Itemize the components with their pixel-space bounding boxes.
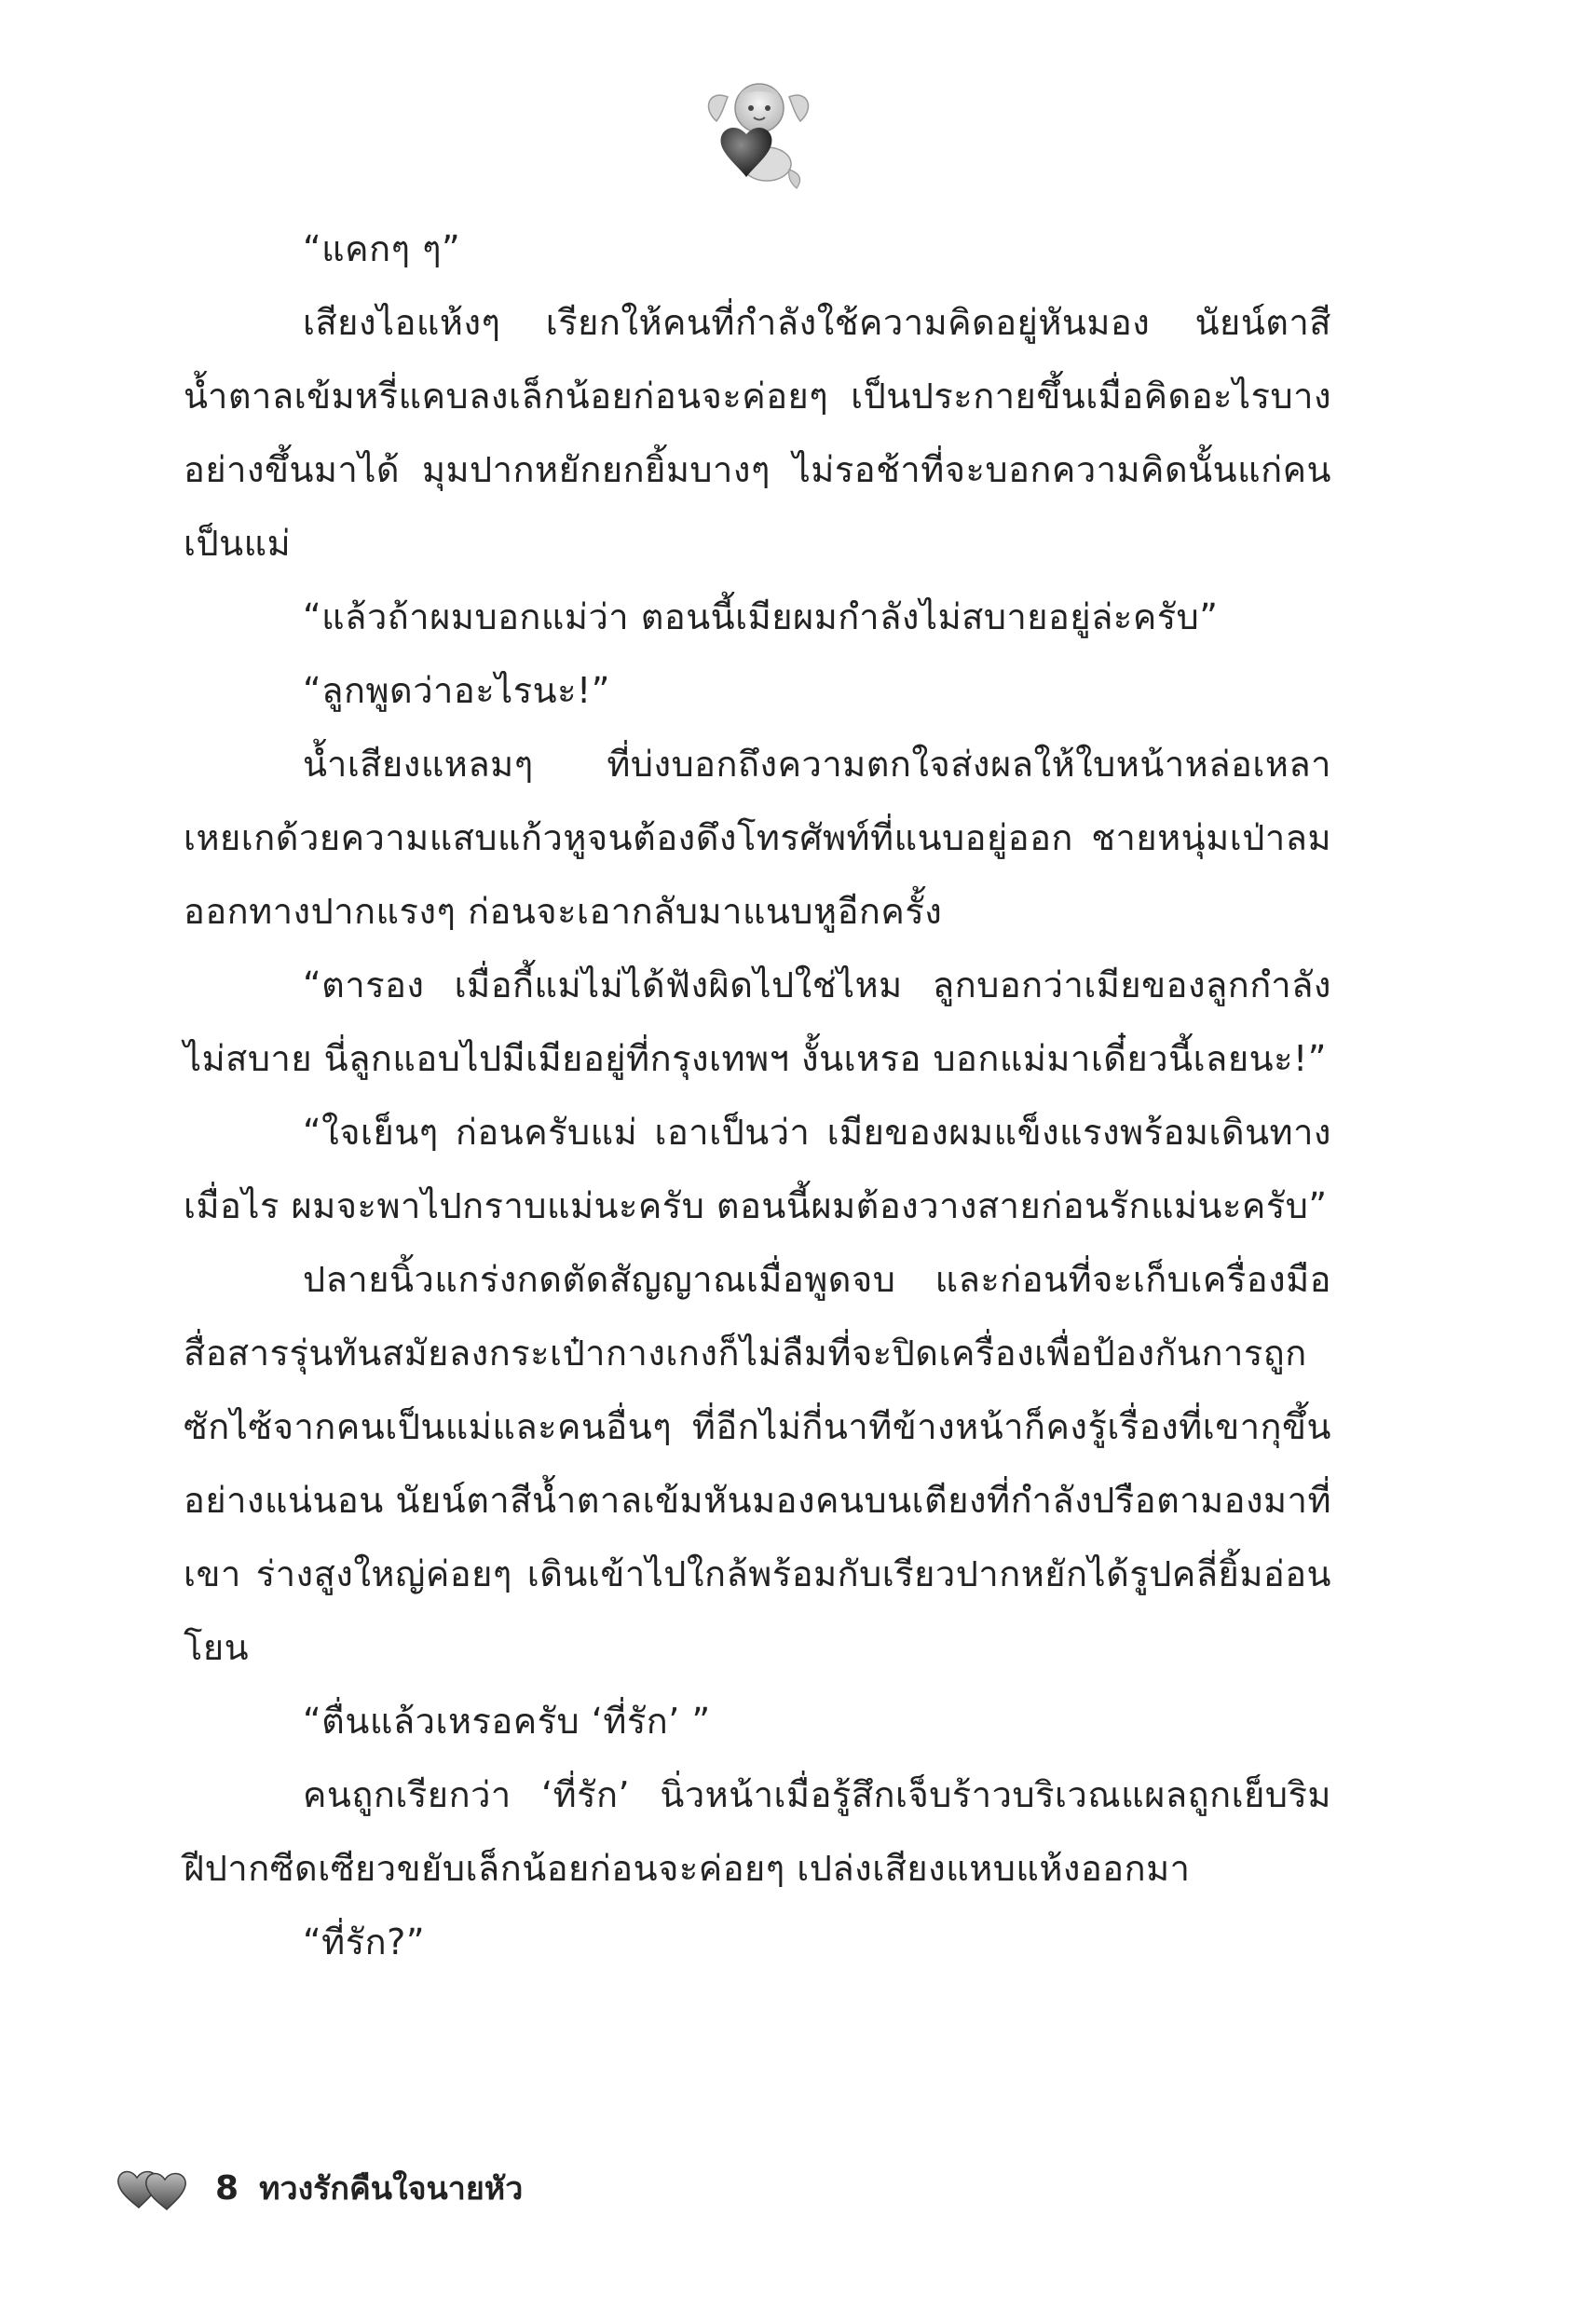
paragraph: “แคกๆ ๆ”	[303, 228, 461, 269]
double-heart-icon	[116, 2165, 189, 2211]
page-number: 8	[215, 2168, 239, 2208]
book-title: ทวงรักคืนใจนายหัว	[259, 2170, 524, 2208]
paragraph: “ตารอง เมื่อกี้แม่ไม่ได้ฟังผิดไปใช่ไหม ลูกบอกว่าเมียของลูกกำลังไม่สบาย นี่ลูกแอบไปมีเมียอยู่ที่กรุงเทพฯ งั้นเหรอ บอกแม่มาเดี๋ยวนี้เลยนะ!”	[184, 964, 1331, 1079]
paragraph: คนถูกเรียกว่า ‘ที่รัก’ นิ่วหน้าเมื่อรู้สึกเจ็บร้าวบริเวณแผลถูกเย็บริมฝีปากซีดเซียวขยับเล็กน้อยก่อนจะค่อยๆ เปล่งเสียงแหบแห้งออกมา	[184, 1774, 1331, 1889]
story-text	[184, 212, 1331, 1979]
cupid-heart-icon	[703, 73, 815, 194]
paragraph: “ตื่นแล้วเหรอครับ ‘ที่รัก’ ”	[303, 1701, 711, 1742]
page-footer	[116, 2160, 523, 2216]
paragraph: เสียงไอแห้งๆ เรียกให้คนที่กำลังใช้ความคิดอยู่หันมอง นัยน์ตาสีน้ำตาลเข้มหรี่แคบลงเล็กน้อยก่อนจะค่อยๆ เป็นประกายขึ้นเมื่อคิดอะไรบางอย่างขึ้นมาได้ มุมปากหยักยกยิ้มบางๆ ไม่รอช้าที่จะบอกความคิดนั้นแก่คนเป็นแม่	[184, 302, 1331, 564]
paragraph: “ลูกพูดว่าอะไรนะ!”	[303, 670, 610, 711]
paragraph: “ที่รัก?”	[303, 1921, 426, 1962]
paragraph: “ใจเย็นๆ ก่อนครับแม่ เอาเป็นว่า เมียของผมแข็งแรงพร้อมเดินทางเมื่อไร ผมจะพาไปกราบแม่นะครับ ตอนนี้ผมต้องวางสายก่อนรักแม่นะครับ”	[184, 1112, 1331, 1226]
paragraph: น้ำเสียงแหลมๆ ที่บ่งบอกถึงความตกใจส่งผลให้ใบหน้าหล่อเหลาเหยเกด้วยความแสบแก้วหูจนต้องดึงโทรศัพท์ที่แนบอยู่ออก ชายหนุ่มเป่าลมออกทางปากแรงๆ ก่อนจะเอากลับมาแนบหูอีกครั้ง	[184, 744, 1331, 932]
paragraph: “แล้วถ้าผมบอกแม่ว่า ตอนนี้เมียผมกำลังไม่สบายอยู่ล่ะครับ”	[303, 596, 1219, 637]
paragraph: ปลายนิ้วแกร่งกดตัดสัญญาณเมื่อพูดจบ และก่อนที่จะเก็บเครื่องมือสื่อสารรุ่นทันสมัยลงกระเป๋ากางเกงก็ไม่ลืมที่จะปิดเครื่องเพื่อป้องกันการถูกซักไซ้จากคนเป็นแม่และคนอื่นๆ ที่อีกไม่กี่นาทีข้างหน้าก็คงรู้เรื่องที่เขากุขึ้นอย่างแน่นอน นัยน์ตาสีน้ำตาลเข้มหันมองคนบนเตียงที่กำลังปรือตามองมาที่เขา ร่างสูงใหญ่ค่อยๆ เดินเข้าไปใกล้พร้อมกับเรียวปากหยักได้รูปคลี่ยิ้มอ่อนโยน	[184, 1259, 1331, 1668]
